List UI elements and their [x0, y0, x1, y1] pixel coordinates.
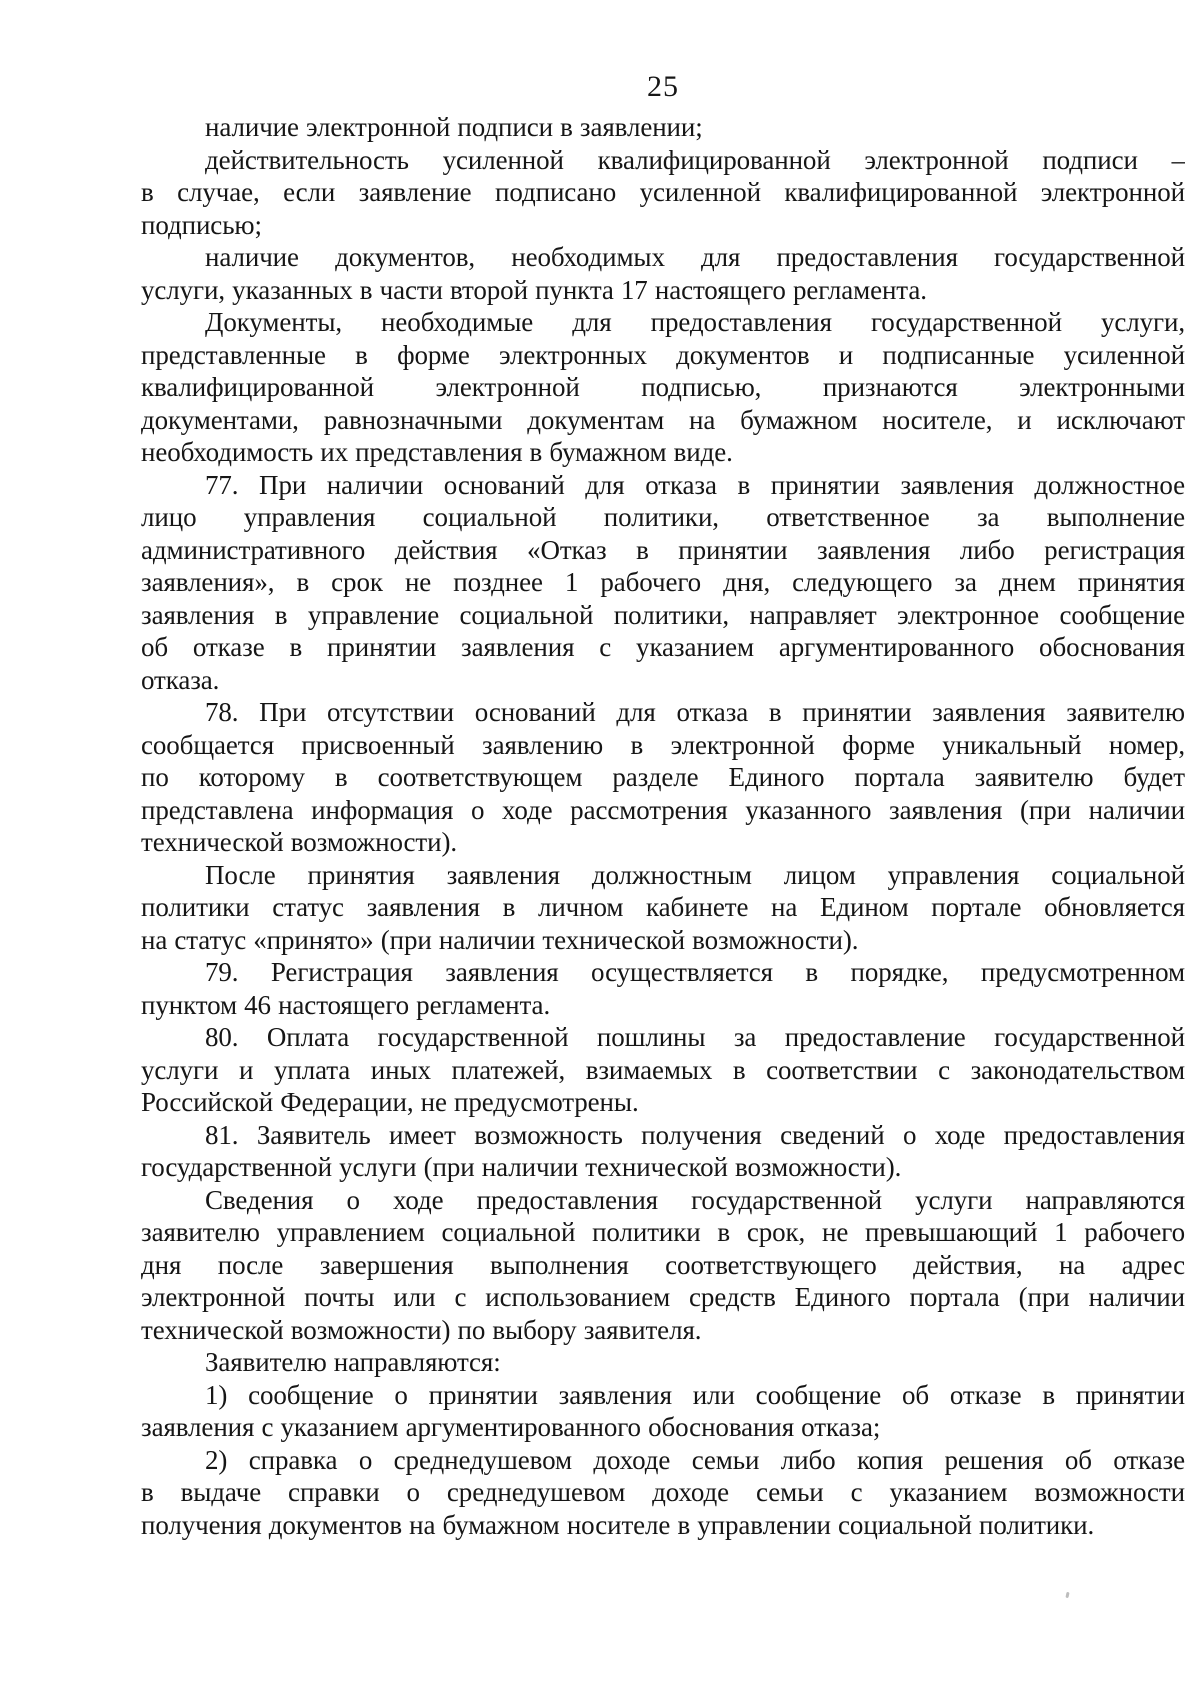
text-line: административного действия «Отказ в принятии заявления либо регистрация — [141, 534, 1185, 565]
text-line: Российской Федерации, не предусмотрены. — [141, 1087, 639, 1117]
text-line: об отказе в принятии заявления с указанием аргументированного обоснования — [141, 632, 1185, 662]
paragraph — [141, 1379, 1185, 1444]
text-line: наличие электронной подписи в заявлении; — [205, 112, 703, 142]
text-line: в выдаче справки о среднедушевом доходе семьи с указанием возможности — [141, 1477, 1185, 1507]
text-line: лицо управления социальной политики, ответственное за выполнение — [141, 502, 1185, 532]
paragraph — [141, 696, 1185, 859]
text-line: заявления», в срок не позднее 1 рабочего дня, следующего за днем принятия — [141, 567, 1185, 597]
text-line: После принятия заявления должностным лицом управления социальной — [205, 859, 1185, 890]
text-line: представлена информация о ходе рассмотрения указанного заявления (при наличии — [141, 794, 1185, 825]
text-line: технической возможности). — [141, 827, 458, 857]
text-line: технической возможности) по выбору заявителя. — [141, 1314, 702, 1345]
text-line: 78. При отсутствии оснований для отказа в принятии заявления заявителю — [205, 697, 1185, 727]
text-line: Заявителю направляются: — [205, 1347, 501, 1377]
text-line: политики статус заявления в личном кабинете на Едином портале обновляется — [141, 892, 1185, 922]
text-line: получения документов на бумажном носителе в управлении социальной политики. — [141, 1509, 1095, 1540]
text-line: заявления с указанием аргументированного обоснования отказа; — [141, 1412, 881, 1442]
paragraph — [141, 1444, 1185, 1542]
text-line: 77. При наличии оснований для отказа в принятии заявления должностное — [205, 469, 1185, 500]
page-number: 25 — [647, 70, 679, 103]
document-body — [141, 111, 1185, 1541]
text-line: Сведения о ходе предоставления государственной услуги направляются — [205, 1184, 1185, 1215]
paragraph — [141, 1346, 1185, 1379]
paragraph — [141, 241, 1185, 306]
paragraph — [141, 111, 1185, 144]
paragraph — [141, 1119, 1185, 1184]
text-line: пунктом 46 настоящего регламента. — [141, 989, 551, 1020]
text-line: 1) сообщение о принятии заявления или сообщение об отказе в принятии — [205, 1379, 1185, 1410]
text-line: на статус «принято» (при наличии технической возможности). — [141, 924, 859, 955]
paragraph — [141, 144, 1185, 242]
text-line: по которому в соответствующем разделе Единого портала заявителю будет — [141, 762, 1185, 792]
text-line: представленные в форме электронных документов и подписанные усиленной — [141, 339, 1185, 370]
text-line: дня после завершения выполнения соответствующего действия, на адрес — [141, 1249, 1185, 1280]
text-line: действительность усиленной квалифицированной электронной подписи – — [205, 144, 1185, 175]
text-line: подписью; — [141, 209, 262, 240]
text-line: наличие документов, необходимых для предоставления государственной — [205, 242, 1185, 272]
paragraph — [141, 306, 1185, 469]
text-line: документами, равнозначными документам на бумажном носителе, и исключают — [141, 404, 1185, 435]
text-line: необходимость их представления в бумажном виде. — [141, 437, 733, 467]
text-line: электронной почты или с использованием средств Единого портала (при наличии — [141, 1282, 1185, 1312]
paragraph — [141, 859, 1185, 957]
text-line: 81. Заявитель имеет возможность получения сведений о ходе предоставления — [205, 1119, 1185, 1150]
paragraph — [141, 469, 1185, 697]
scan-artifact-dot — [1065, 1592, 1069, 1598]
text-line: 79. Регистрация заявления осуществляется в порядке, предусмотренном — [205, 957, 1185, 987]
text-line: государственной услуги (при наличии технической возможности). — [141, 1152, 902, 1182]
text-line: квалифицированной электронной подписью, признаются электронными — [141, 372, 1185, 402]
paragraph — [141, 1021, 1185, 1119]
paragraph — [141, 956, 1185, 1021]
text-line: 2) справка о среднедушевом доходе семьи либо копия решения об отказе — [205, 1444, 1185, 1475]
text-line: заявителю управлением социальной политики в срок, не превышающий 1 рабочего — [141, 1217, 1185, 1247]
text-line: отказа. — [141, 664, 220, 695]
text-line: сообщается присвоенный заявлению в электронной форме уникальный номер, — [141, 729, 1185, 760]
text-line: Документы, необходимые для предоставления государственной услуги, — [205, 307, 1185, 337]
text-line: в случае, если заявление подписано усиленной квалифицированной электронной — [141, 177, 1185, 207]
text-line: 80. Оплата государственной пошлины за предоставление государственной — [205, 1022, 1185, 1052]
text-line: услуги и уплата иных платежей, взимаемых в соответствии с законодательством — [141, 1054, 1185, 1085]
text-line: услуги, указанных в части второй пункта 17 настоящего регламента. — [141, 274, 927, 305]
paragraph — [141, 1184, 1185, 1347]
text-line: заявления в управление социальной политики, направляет электронное сообщение — [141, 599, 1185, 630]
